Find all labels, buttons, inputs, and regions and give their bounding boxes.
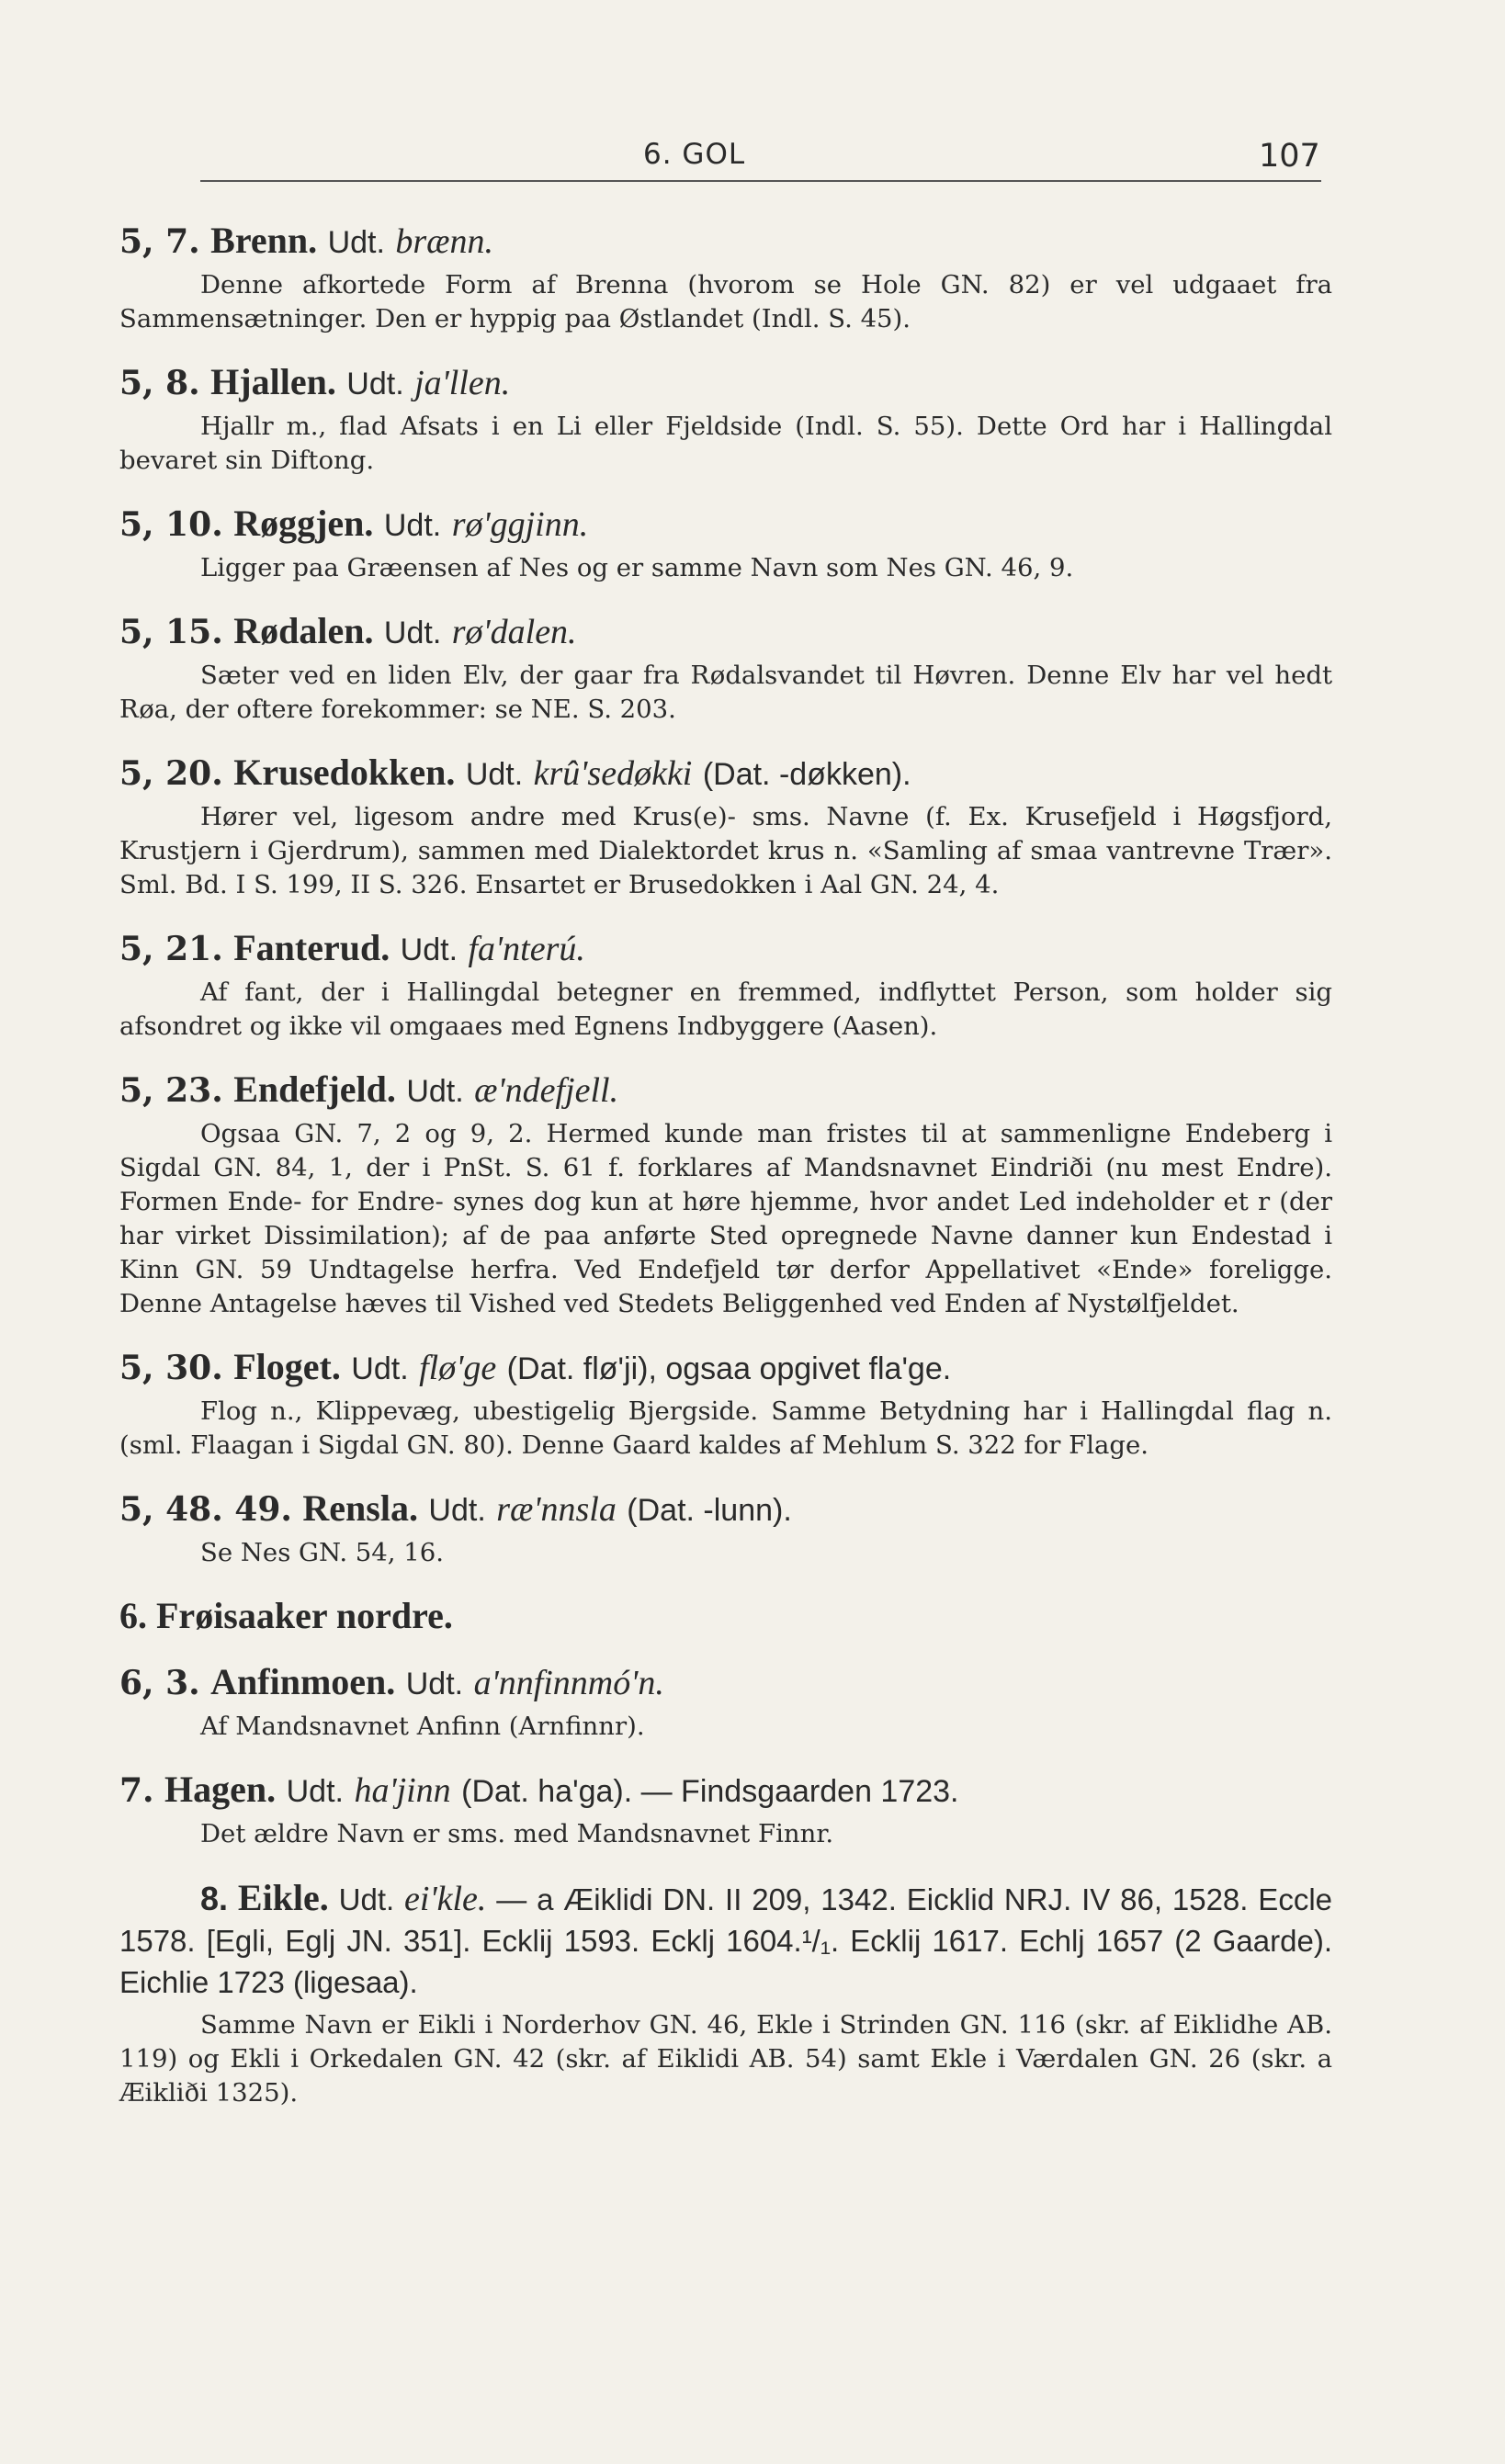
entry-name: Krusedokken. [233, 752, 456, 793]
entry-heading [119, 752, 1332, 795]
entry-name: Hagen. [164, 1769, 277, 1810]
udt-label: Udt. [405, 1667, 464, 1701]
udt-label: Udt. [383, 508, 442, 543]
entry-number: 6, 3. [119, 1664, 200, 1702]
attestations: — a Æiklidi DN. II 209, 1342. Eicklid NRJ. IV 86, 1528. Eccle 1578. [Egli, Eglj JN. 351]. Ecklij 1593. Ecklj 1604.¹/₁. Ecklij 1617. Echlj 1657 (2 Gaarde). Eichlie 1723 (ligesaa). [119, 1882, 1333, 1999]
header-rule [200, 180, 1321, 182]
udt-label: Udt. [428, 1493, 486, 1528]
entry-name: Rensla. [302, 1487, 418, 1529]
heading-tail: (Dat. flø'ji), ogsaa opgivet fla'ge. [506, 1351, 952, 1386]
pronunciation: æ'ndefjell. [474, 1071, 619, 1110]
entry-krusedokken [119, 752, 1332, 902]
entry-number: 5, 21. [119, 930, 223, 968]
entry-name: Floget. [233, 1346, 341, 1387]
entry-name: Røggjen. [233, 503, 374, 544]
udt-label: Udt. [400, 932, 458, 967]
heading-tail: (Dat. -lunn). [627, 1493, 792, 1528]
entry-body: Ligger paa Græensen af Nes og er samme Navn som Nes GN. 46, 9. [200, 553, 1074, 582]
entry-body: Ogsaa GN. 7, 2 og 9, 2. Hermed kunde man fristes til at sammenligne Endeberg i Sigdal GN. 84, 1, der i PnSt. S. 61 f. forklares af Mandsnavnet Eindriði (nu mest Endre). Formen Ende- for Endre- synes dog kun at høre hjemme, hvor andet Led indeholder et r (der har virket Dissimilation); af de paa anførte Sted opregnede Navne danner kun Endestad i Kinn GN. 59 Undtagelse herfra. Ved Endefjeld tør derfor Appellativet «Ende» foreligge. Denne Antagelse hæves til Vished ved Stedets Beliggenhed ved Enden af Nystølfjeldet. [119, 1119, 1332, 1318]
running-header: 6. GOL [643, 138, 746, 171]
entry-body: Se Nes GN. 54, 16. [200, 1538, 445, 1567]
section-heading [119, 1596, 1332, 1636]
entry-hagen [119, 1769, 1332, 1851]
pronunciation: brænn. [395, 222, 494, 261]
heading-tail: (Dat. ha'ga). — Findsgaarden 1723. [461, 1774, 959, 1809]
entry-name: Hjallen. [210, 361, 336, 402]
entry-name: Eikle. [237, 1877, 329, 1918]
entry-heading [119, 928, 1332, 970]
entry-name: Anfinmoen. [210, 1661, 396, 1702]
udt-label: Udt. [346, 367, 404, 401]
entry-heading [119, 1769, 1332, 1812]
entry-heading [119, 503, 1332, 546]
pronunciation: krû'sedøkki [533, 754, 693, 793]
section-title: 6. Frøisaaker nordre. [119, 1595, 453, 1636]
entry-name: Brenn. [210, 220, 318, 261]
pronunciation: a'nnfinnmó'n. [473, 1664, 664, 1702]
udt-label: Udt. [338, 1882, 395, 1916]
entry-name: Fanterud. [233, 927, 390, 968]
pronunciation: fa'nterú. [468, 930, 585, 968]
page-number: 107 [1259, 138, 1320, 175]
entry-heading [119, 1069, 1332, 1112]
udt-label: Udt. [465, 757, 524, 792]
entry-heading [119, 1662, 1332, 1704]
entry-rensla [119, 1488, 1332, 1570]
entry-number: 5, 48. 49. [119, 1490, 292, 1529]
entry-number: 5, 7. [119, 222, 200, 261]
pronunciation: ja'llen. [414, 364, 511, 402]
entry-number: 5, 10. [119, 505, 223, 544]
entry-endefjeld [119, 1069, 1332, 1321]
udt-label: Udt. [406, 1074, 464, 1109]
entry-body: Det ældre Navn er sms. med Mandsnavnet Finnr. [200, 1819, 834, 1848]
pronunciation: rø'ggjinn. [451, 505, 589, 544]
entry-rodalen [119, 611, 1332, 727]
udt-label: Udt. [383, 616, 442, 650]
pronunciation: ei'kle. [404, 1880, 487, 1918]
page-content [119, 220, 1332, 2136]
entry-number: 5, 23. [119, 1071, 223, 1110]
udt-label: Udt. [327, 225, 385, 260]
entry-body: Hører vel, ligesom andre med Krus(e)- sms. Navne (f. Ex. Krusefjeld i Høgsfjord, Krustjern i Gjerdrum), sammen med Dialektordet krus n. «Samling af smaa vantrevne Trær». Sml. Bd. I S. 199, II S. 326. Ensartet er Brusedokken i Aal GN. 24, 4. [119, 802, 1332, 899]
heading-tail: (Dat. -døkken). [702, 757, 911, 792]
entry-floget [119, 1347, 1332, 1463]
entry-anfinmoen [119, 1662, 1332, 1744]
entry-number: 5, 20. [119, 754, 223, 793]
entry-hjallen [119, 362, 1332, 478]
entry-eikle [119, 1877, 1332, 2110]
entry-roggjen [119, 503, 1332, 585]
entry-heading [119, 1488, 1332, 1531]
entry-heading [119, 220, 1332, 263]
pronunciation: ha'jinn [354, 1771, 451, 1810]
entry-body: Af fant, der i Hallingdal betegner en fremmed, indflyttet Person, som holder sig afsondret og ikke vil omgaaes med Egnens Indbyggere (Aasen). [119, 978, 1332, 1041]
entry-number: 7. [119, 1771, 154, 1810]
pronunciation: flø'ge [419, 1349, 497, 1387]
entry-number: 5, 30. [119, 1349, 223, 1387]
entry-body: Hjallr m., flad Afsats i en Li eller Fjeldside (Indl. S. 55). Dette Ord har i Hallingdal bevaret sin Diftong. [119, 412, 1332, 475]
entry-number: 5, 8. [119, 364, 200, 402]
entry-name: Endefjeld. [233, 1068, 396, 1110]
entry-body: Samme Navn er Eikli i Norderhov GN. 46, Ekle i Strinden GN. 116 (skr. af Eiklidhe AB. 119) og Ekli i Orkedalen GN. 42 (skr. af Eiklidi AB. 54) samt Ekle i Værdalen GN. 26 (skr. a Æikliði 1325). [119, 2010, 1332, 2108]
entry-heading [119, 1347, 1332, 1389]
udt-label: Udt. [286, 1774, 344, 1809]
pronunciation: ræ'nnsla [496, 1490, 617, 1529]
entry-body: Flog n., Klippevæg, ubestigelig Bjergside. Samme Betydning har i Hallingdal flag n. (sml. Flaagan i Sigdal GN. 80). Denne Gaard kaldes af Mehlum S. 322 for Flage. [119, 1396, 1332, 1460]
pronunciation: rø'dalen. [451, 613, 577, 651]
entry-name: Rødalen. [233, 610, 374, 651]
entry-number: 5, 15. [119, 613, 223, 651]
entry-brenn [119, 220, 1332, 336]
entry-fanterud [119, 928, 1332, 1044]
entry-heading [119, 611, 1332, 653]
entry-body: Sæter ved en liden Elv, der gaar fra Rødalsvandet til Høvren. Denne Elv har vel hedt Røa, der oftere forekommer: se NE. S. 203. [119, 661, 1332, 724]
entry-body: Af Mandsnavnet Anfinn (Arnfinnr). [200, 1712, 645, 1741]
udt-label: Udt. [351, 1351, 409, 1386]
entry-heading [119, 362, 1332, 404]
entry-heading-paragraph [119, 1877, 1332, 2003]
entry-body: Denne afkortede Form af Brenna (hvorom se Hole GN. 82) er vel udgaaet fra Sammensætninger. Den er hyppig paa Østlandet (Indl. S. 45). [119, 270, 1332, 333]
entry-number: 8. [200, 1880, 229, 1917]
